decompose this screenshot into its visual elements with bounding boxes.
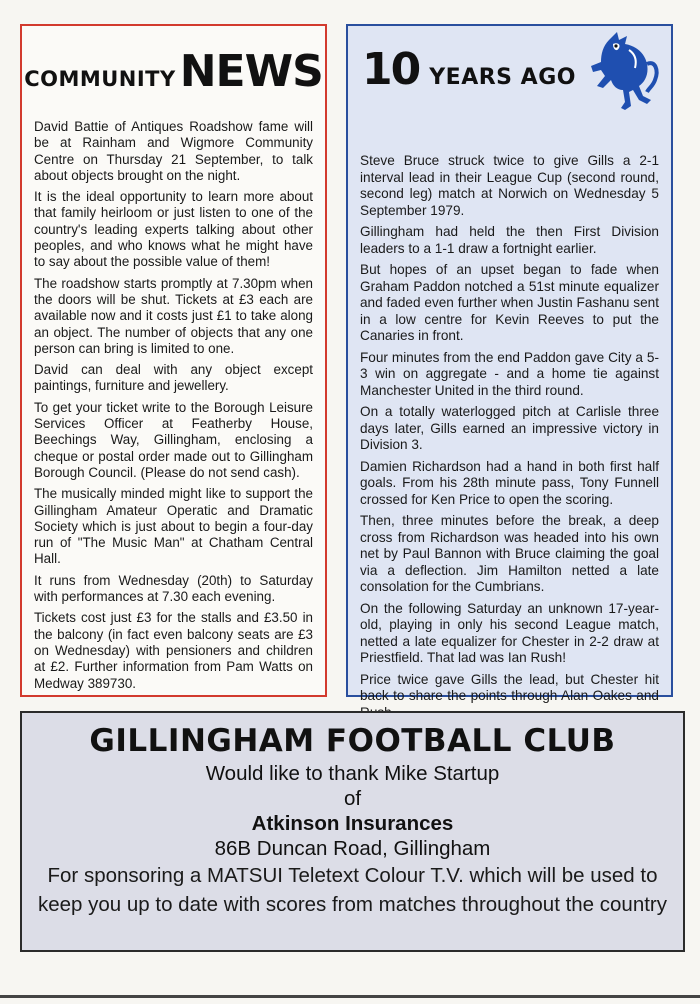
- paragraph: David can deal with any object except paintings, furniture and jewellery.: [34, 362, 313, 394]
- paragraph: The roadshow starts promptly at 7.30pm when the doors will be shut. Tickets at £3 each are available now and it costs just £1 to take along an object. The number of objects that any one person can bring is limited to one.: [34, 275, 313, 356]
- paragraph: Tickets cost just £3 for the stalls and £3.50 in the balcony (in fact even balcony seats are £3 on Wednesday) with pensioners and children at £2. Further information from Pam Watts on Medway 389730.: [34, 610, 313, 691]
- ten-years-ago-panel: [346, 24, 673, 703]
- paragraph: Four minutes from the end Paddon gave City a 5-3 win on aggregate - and a home tie against Manchester United in the third round.: [360, 349, 659, 398]
- paragraph: Damien Richardson had a hand in both first half goals. From his 28th minute pass, Tony Funnell crossed for Ken Price to open the scoring.: [360, 458, 659, 507]
- paragraph: Then, three minutes before the break, a deep cross from Richardson was headed into his own net by Paul Bannon with Bruce claiming the goal via a deflection. Jim Hamilton netted a late consolation for the Cumbrians.: [360, 513, 659, 594]
- club-name: GILLINGHAM FOOTBALL CLUB: [89, 723, 616, 759]
- paragraph: On a totally waterlogged pitch at Carlisle three days later, Gills earned an impressive victory in Division 3.: [360, 404, 659, 452]
- of-line: of: [343, 787, 362, 810]
- paragraph: On the following Saturday an unknown 17-year-old, playing in only his second League match, netted a late equalizer for Chester in 2-2 draw at Priestfield. That lad was Ian Rush!: [360, 600, 659, 665]
- paragraph: The musically minded might like to support the Gillingham Amateur Operatic and Dramatic Society which is just about to begin a four-day run of "The Music Man" at Chatham Central Hall.: [34, 486, 313, 567]
- ten-years-ago-title-big: 10: [362, 44, 420, 95]
- ten-years-ago-body: [360, 153, 659, 721]
- paragraph: Steve Bruce struck twice to give Gills a 2-1 interval lead in their League Cup (second round, second leg) match at Norwich on Wednesday 5 September 1979.: [360, 153, 659, 218]
- community-news-title-small: COMMUNITY: [24, 67, 176, 91]
- paragraph: It is the ideal opportunity to learn more about that family heirloom or just listen to one of the country's leading experts talking about other peoples, and who knows what he might have to say about the possible value of them!: [34, 189, 313, 270]
- paragraph: It runs from Wednesday (20th) to Saturday with performances at 7.30 each evening.: [34, 572, 313, 605]
- company-name: Atkinson Insurances: [251, 812, 454, 835]
- community-news-title-big: NEWS: [179, 46, 323, 97]
- community-news-title: [24, 46, 323, 97]
- thanks-line: Would like to thank Mike Startup: [205, 762, 500, 785]
- paragraph: To get your ticket write to the Borough Leisure Services Officer at Featherby House, Beechings Way, Gillingham, enclosing a cheque or postal order made out to Gillingham Borough Council. (Please do not send cash).: [34, 399, 313, 480]
- paragraph: But hopes of an upset began to fade when Graham Paddon notched a 51st minute equalizer and faded even further when Justin Fashanu sent in a low centre for Kevin Reeves to put the Canaries in front.: [360, 262, 659, 343]
- company-address: 86B Duncan Road, Gillingham: [214, 837, 491, 860]
- horse-icon: [589, 30, 661, 116]
- community-news-body: [34, 119, 313, 692]
- sponsor-panel: [20, 711, 685, 952]
- community-news-panel: [20, 24, 327, 697]
- paragraph: Price twice gave Gills the lead, but Chester hit back to share the points through Alan Oakes and: [360, 671, 659, 703]
- paragraph: Gillingham had held the then First Division leaders to a 1-1 draw a fortnight earlier.: [360, 224, 659, 256]
- paragraph: David Battie of Antiques Roadshow fame will be at Rainham and Wigmore Community Centre on Thursday 21 September, to talk about objects brought on the night.: [34, 119, 313, 183]
- ten-years-ago-title-small: YEARS AGO: [429, 65, 576, 90]
- sponsor-message: For sponsoring a MATSUI Teletext Colour T.V. which will be used to keep you up to date with scores from matches throughout the country: [37, 864, 667, 916]
- bottom-divider: [0, 995, 700, 998]
